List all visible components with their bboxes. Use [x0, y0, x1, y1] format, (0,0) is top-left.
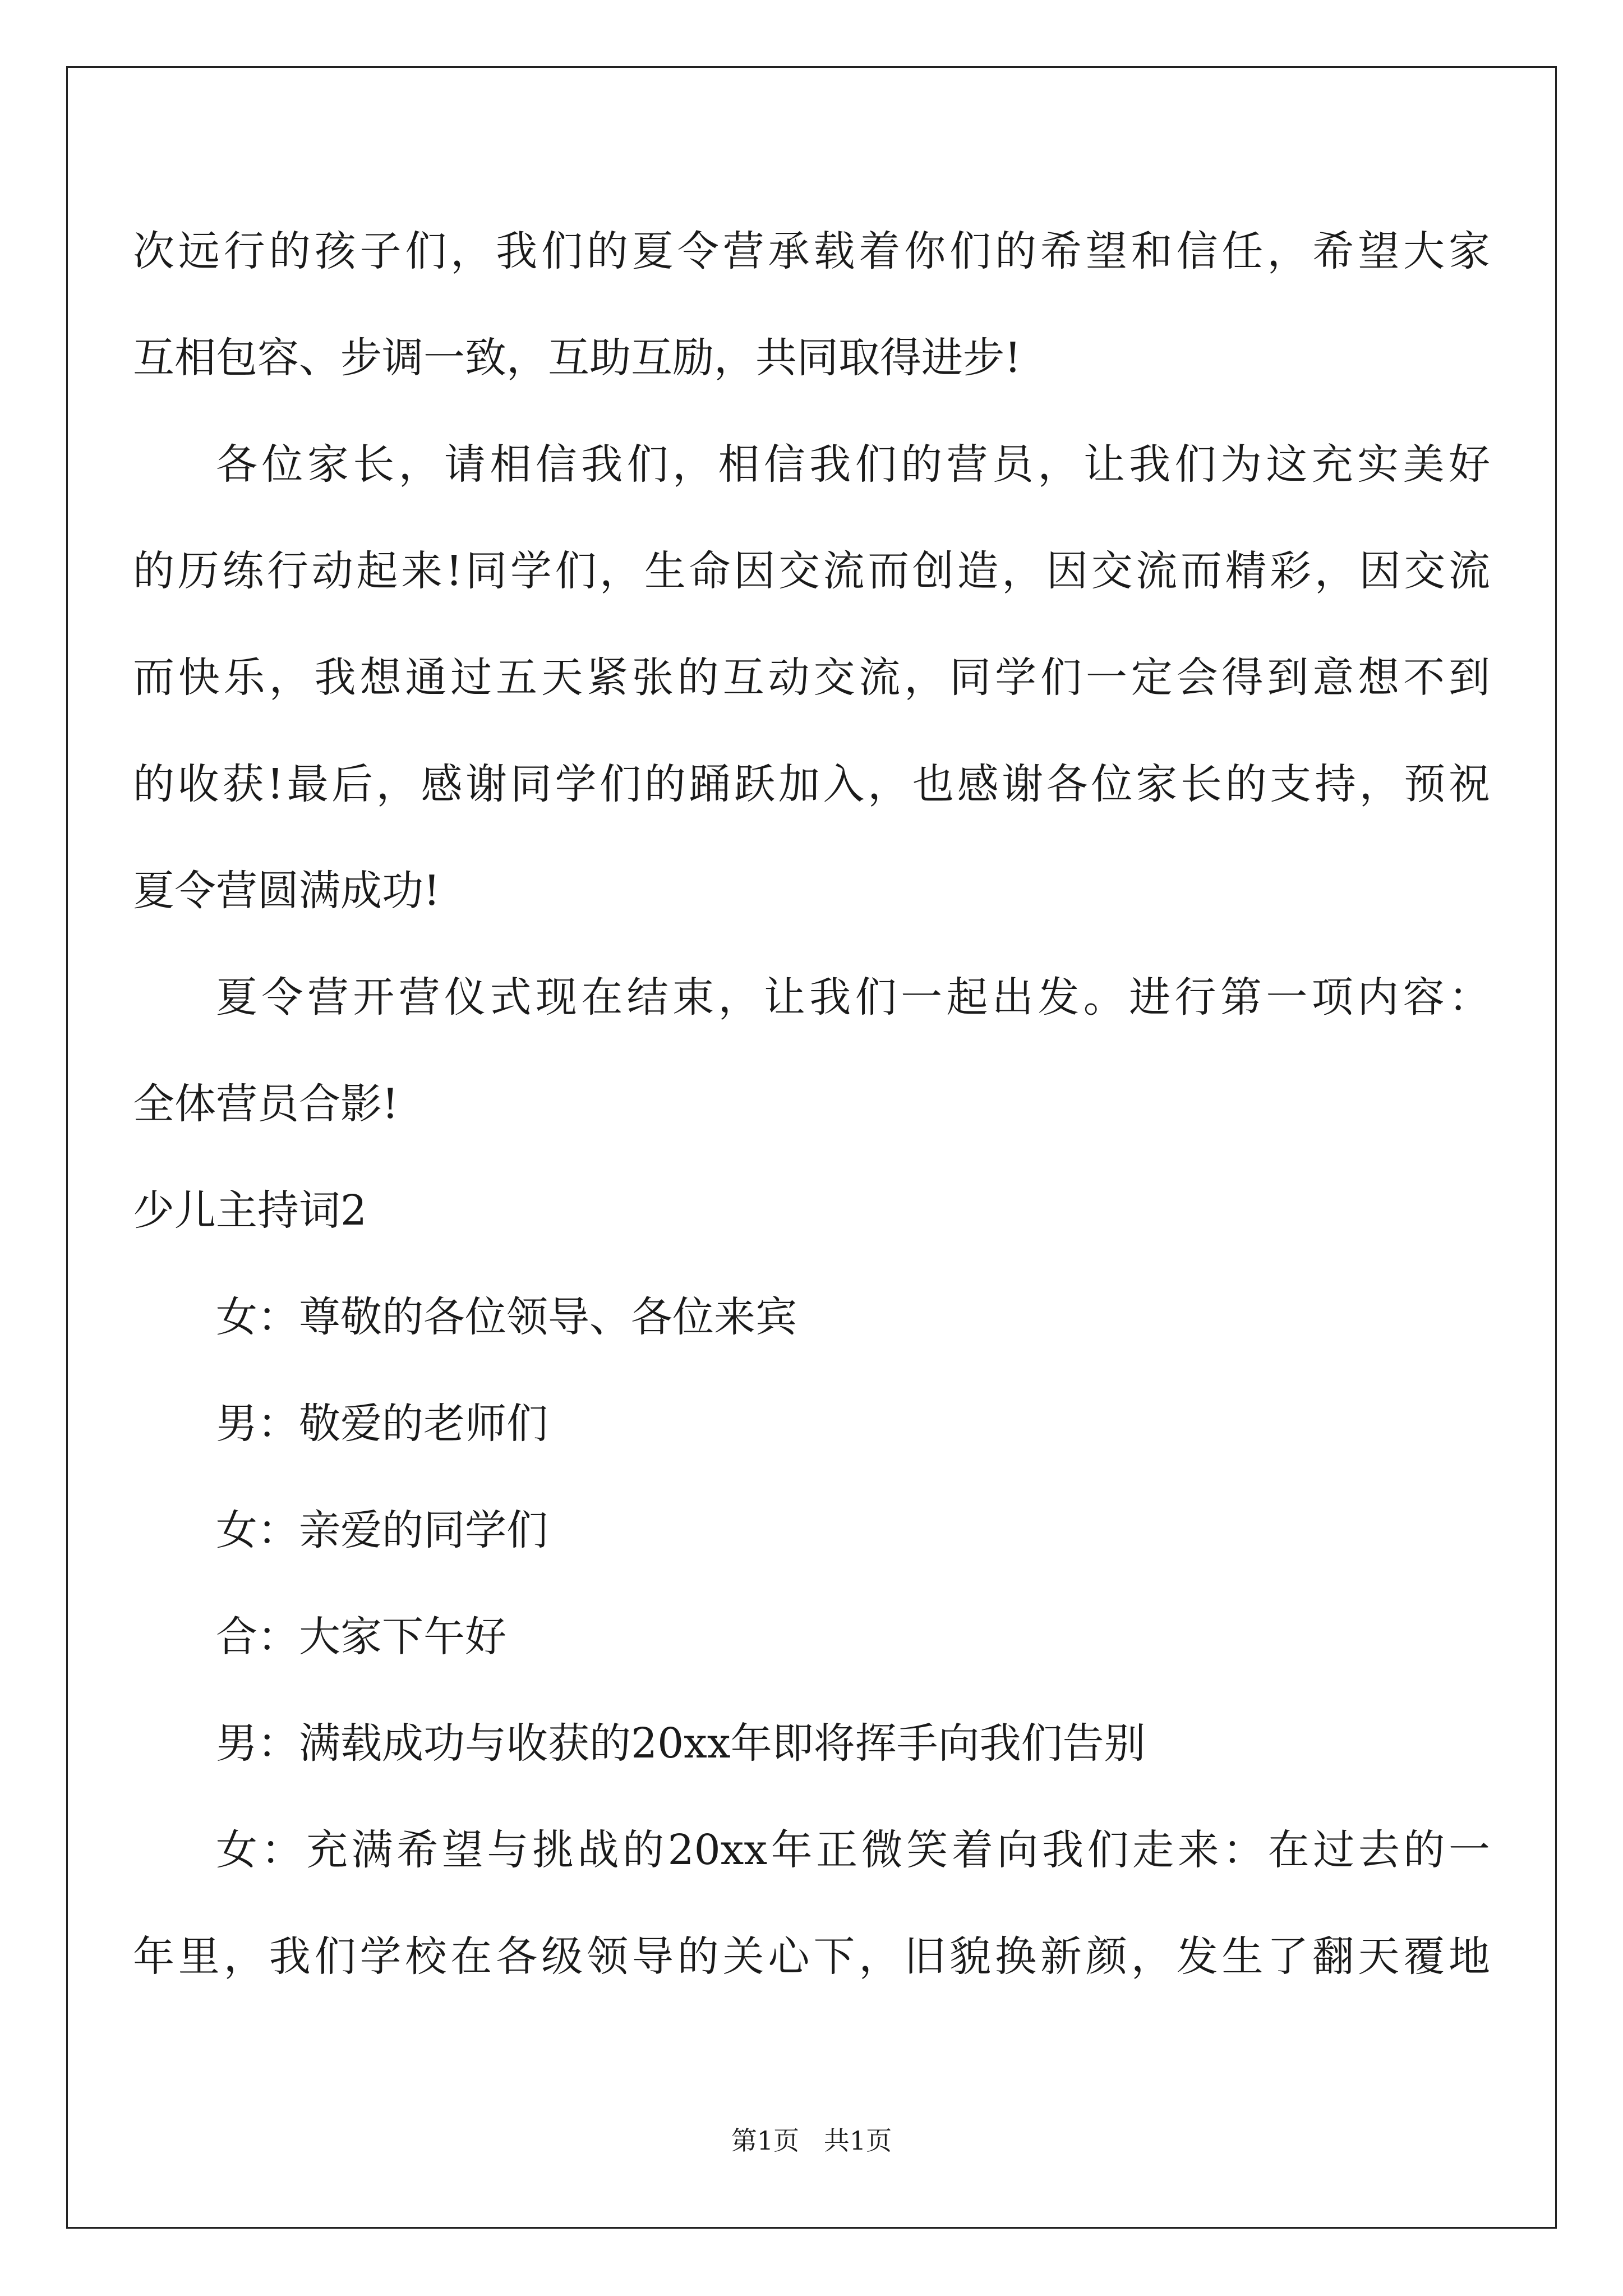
text-line: 女：充满希望与挑战的20xx年正微笑着向我们走来：在过去的一 [216, 1826, 1490, 1874]
text-line: 合：大家下午好 [216, 1613, 506, 1661]
text-line: 女：亲爱的同学们 [216, 1506, 548, 1554]
text-line: 男：敬爱的老师们 [216, 1400, 548, 1448]
text-line: 全体营员合影! [133, 1080, 399, 1128]
text-line: 的历练行动起来!同学们，生命因交流而创造，因交流而精彩，因交流 [133, 547, 1490, 595]
page-border [66, 66, 1557, 2229]
text-line: 夏令营开营仪式现在结束，让我们一起出发。进行第一项内容： [216, 973, 1490, 1022]
text-line: 男：满载成功与收获的20xx年即将挥手向我们告别 [216, 1719, 1146, 1768]
text-line: 而快乐，我想通过五天紧张的互动交流，同学们一定会得到意想不到 [133, 654, 1490, 702]
text-line: 各位家长，请相信我们，相信我们的营员，让我们为这充实美好 [216, 440, 1490, 489]
text-line: 年里，我们学校在各级领导的关心下，旧貌换新颜，发生了翻天覆地 [133, 1932, 1490, 1981]
text-line: 次远行的孩子们，我们的夏令营承载着你们的希望和信任，希望大家 [133, 227, 1490, 275]
section-heading: 少儿主持词2 [133, 1186, 367, 1235]
text-line: 女：尊敬的各位领导、各位来宾 [216, 1293, 797, 1341]
text-line: 互相包容、步调一致，互助互励，共同取得进步! [133, 334, 1021, 382]
page-number-footer: 第1页 共1页 [731, 2125, 892, 2156]
text-line: 夏令营圆满成功! [133, 867, 440, 915]
text-line: 的收获!最后，感谢同学们的踊跃加入，也感谢各位家长的支持，预祝 [133, 760, 1490, 808]
